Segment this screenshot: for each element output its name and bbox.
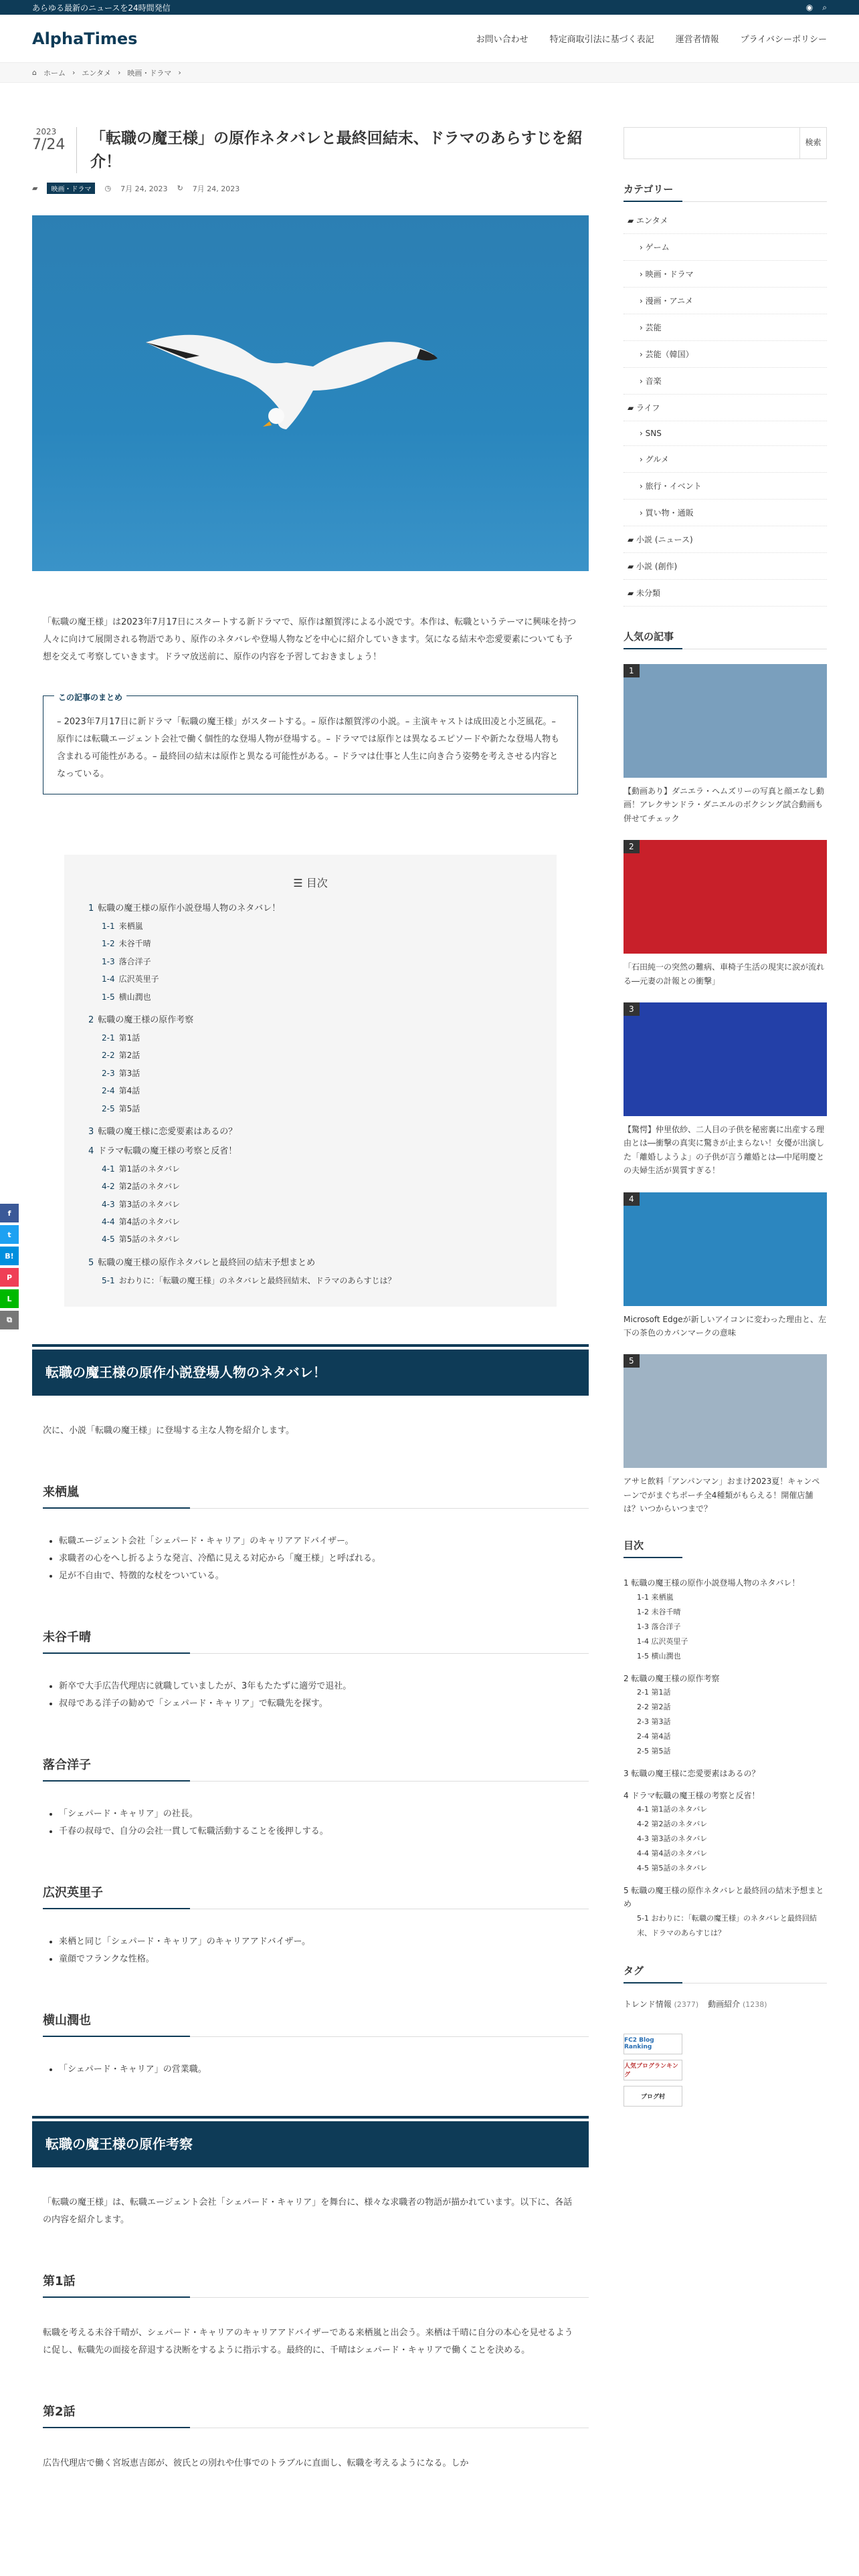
chevron-right-icon: › bbox=[640, 429, 646, 438]
toc-title: ☰ 目次 bbox=[293, 877, 328, 889]
category-item[interactable]: › 漫画・アニメ bbox=[624, 288, 827, 314]
toc-subitem[interactable]: 2-5 第5話 bbox=[637, 1747, 671, 1756]
toc-item[interactable]: 3 転職の魔王様に恋愛要素はあるの？ bbox=[88, 1126, 237, 1137]
hatena-share-button[interactable]: B! bbox=[0, 1247, 19, 1265]
category-item[interactable]: › 買い物・通販 bbox=[624, 500, 827, 526]
site-header bbox=[0, 15, 859, 63]
chevron-right-icon: › bbox=[640, 455, 646, 464]
fc2-ranking-banner[interactable]: FC2 Blog Ranking bbox=[624, 2034, 682, 2054]
popular-widget-title: 人気の記事 bbox=[624, 629, 827, 649]
character-points: • 「シェパード・キャリア」の社長。 • 千春の叔母で、自分の会社一貫して転職活動することを後押しする。 bbox=[59, 1806, 589, 1840]
toc-item[interactable]: 2 転職の魔王様の原作考察 bbox=[88, 1014, 194, 1025]
toc-subitem[interactable]: 2-1 第1話 bbox=[637, 1688, 671, 1697]
character-heading: 未谷千晴 bbox=[43, 1628, 589, 1654]
toc-subitem[interactable]: 2-2 第2話 bbox=[637, 1703, 671, 1712]
popular-post[interactable] bbox=[624, 1354, 827, 1515]
blogmura-banner[interactable]: ブログ村 bbox=[624, 2086, 682, 2107]
toc-subitem[interactable]: 4-1 第1話のネタバレ bbox=[637, 1805, 708, 1814]
rank-badge: 3 bbox=[624, 1002, 640, 1016]
popular-thumbnail[interactable] bbox=[624, 1354, 827, 1468]
popular-post[interactable] bbox=[624, 840, 827, 988]
category-item[interactable]: ▰ ライフ bbox=[624, 395, 827, 421]
search-widget bbox=[624, 127, 827, 159]
toc-subitem[interactable]: 2-2 第2話 bbox=[102, 1051, 140, 1061]
popular-post-title[interactable]: 「石田純一の突然の難病、車椅子生活の現実に涙が流れる―元妻の計報との衝撃」 bbox=[624, 962, 825, 986]
character-heading: 横山潤也 bbox=[43, 2011, 589, 2037]
toc-item[interactable]: 5 転職の魔王様の原作ネタバレと最終回の結末予想まとめ bbox=[88, 1257, 316, 1268]
section-heading: 転職の魔王様の原作考察 bbox=[32, 2116, 589, 2167]
ranking-banners bbox=[624, 2034, 827, 2107]
category-item[interactable]: › グルメ bbox=[624, 446, 827, 473]
folder-icon: ▰ bbox=[628, 562, 637, 571]
chevron-right-icon: › bbox=[640, 243, 646, 252]
category-item[interactable]: ▰ エンタメ bbox=[624, 207, 827, 234]
toc-subitem[interactable]: 1-4 広沢英里子 bbox=[637, 1636, 688, 1646]
character-points: • 「シェパード・キャリア」の営業職。 bbox=[59, 2061, 589, 2078]
chevron-right-icon: › bbox=[640, 323, 646, 332]
toc-item[interactable]: 1 転職の魔王様の原作小説登場人物のネタバレ！ bbox=[624, 1578, 800, 1588]
toc-subitem[interactable]: 2-4 第4話 bbox=[102, 1086, 140, 1096]
toc-subitem[interactable]: 4-3 第3話のネタバレ bbox=[102, 1199, 181, 1209]
toc-item[interactable]: 4 ドラマ転職の魔王様の考察と反省！ bbox=[624, 1790, 760, 1800]
popular-thumbnail[interactable] bbox=[624, 840, 827, 954]
global-nav bbox=[476, 32, 827, 45]
section-intro: 「転職の魔王様」は、転職エージェント会社「シェパード・キャリア」を舞台に、様々な求職者の物語が描かれています。以下に、各話の内容を紹介します。 bbox=[43, 2197, 573, 2226]
search-input[interactable] bbox=[624, 127, 800, 159]
toc-subitem[interactable]: 2-1 第1話 bbox=[102, 1033, 140, 1043]
episode-text: 広告代理店で働く宮坂恵吉郎が、彼氏との別れや仕事でのトラブルに直面し、転職を考えるようになる。しか bbox=[43, 2458, 469, 2469]
breadcrumb-home[interactable]: ホーム bbox=[43, 68, 66, 78]
toc-item[interactable]: 3 転職の魔王様に恋愛要素はあるの？ bbox=[624, 1769, 760, 1779]
toc-subitem[interactable]: 1-3 落合洋子 bbox=[102, 956, 151, 966]
chevron-right-icon: › bbox=[640, 350, 646, 359]
folder-icon: ▰ bbox=[628, 535, 637, 544]
toc-subitem[interactable]: 5-1 おわりに：「転職の魔王様」のネタバレと最終回結末、ドラマのあらすじは？ bbox=[637, 1913, 817, 1937]
refresh-icon: ↻ bbox=[177, 184, 183, 193]
category-list bbox=[624, 207, 827, 607]
toc-subitem[interactable]: 1-1 来栖嵐 bbox=[102, 922, 143, 931]
sidebar bbox=[624, 107, 827, 2107]
toc-subitem[interactable]: 2-4 第4話 bbox=[637, 1732, 671, 1741]
tag-item[interactable]: 動画紹介 (1238) bbox=[708, 1999, 767, 2009]
post-meta bbox=[32, 183, 589, 194]
toc-item[interactable]: 1 転職の魔王様の原作小説登場人物のネタバレ！ bbox=[88, 903, 281, 914]
search-icon[interactable]: ⌕ bbox=[822, 2, 827, 12]
section-heading: 転職の魔王様の原作小説登場人物のネタバレ！ bbox=[32, 1344, 589, 1396]
toc-item[interactable]: 2 転職の魔王様の原作考察 bbox=[624, 1673, 720, 1683]
category-item[interactable]: › 旅行・イベント bbox=[624, 473, 827, 500]
tagline: あらゆる最新のニュースを24時間発信 bbox=[32, 3, 171, 13]
chevron-right-icon: › bbox=[640, 481, 646, 491]
popular-post-title[interactable]: Microsoft Edgeが新しいアイコンに変わった理由と、左下の茶色のカバンマークの意味 bbox=[624, 1314, 826, 1337]
nav-operator[interactable]: 運営者情報 bbox=[675, 35, 719, 45]
category-item[interactable]: › 音楽 bbox=[624, 368, 827, 395]
lead-paragraph: 「転職の魔王様」は2023年7月17日にスタートする新ドラマで、原作は額賀澪による小説です。本作は、転職というテーマに興味を持つ人々に向けて展開される物語であり、原作のネタバレや登場人物などを中心に紹介していきます。気になる結末や恋愛要素についても予想を交えて考察していきます。ドラマ放送前に、原作の内容を予習しておきましょう！ bbox=[43, 617, 577, 662]
tag-widget-title: タグ bbox=[624, 1963, 827, 1983]
chevron-right-icon: › bbox=[640, 377, 646, 386]
table-of-contents bbox=[64, 855, 557, 1307]
toc-subitem[interactable]: 1-5 横山潤也 bbox=[102, 992, 151, 1002]
category-item[interactable]: › 芸能 bbox=[624, 314, 827, 341]
line-share-button[interactable]: L bbox=[0, 1289, 19, 1308]
toc-subitem[interactable]: 1-4 広沢英里子 bbox=[102, 974, 159, 984]
character-heading: 広沢英里子 bbox=[43, 1883, 589, 1909]
category-item[interactable]: ▰ 未分類 bbox=[624, 580, 827, 607]
list-icon: ☰ bbox=[293, 877, 306, 889]
search-button[interactable]: 検索 bbox=[800, 127, 827, 159]
summary-title: この記事のまとめ bbox=[54, 689, 126, 706]
popular-post[interactable] bbox=[624, 664, 827, 825]
folder-icon: ▰ bbox=[628, 588, 637, 598]
main-content bbox=[32, 107, 589, 2472]
character-points: • 来栖と同じ「シェパード・キャリア」のキャリアアドバイザー。 • 童顔でフランクな性格。 bbox=[59, 1933, 589, 1968]
clock-icon: ◷ bbox=[104, 184, 112, 193]
popular-thumbnail[interactable] bbox=[624, 664, 827, 778]
toc-subitem[interactable]: 4-2 第2話のネタバレ bbox=[637, 1820, 708, 1829]
category-item[interactable]: › 芸能（韓国） bbox=[624, 341, 827, 368]
popular-post-title[interactable]: 【動画あり】ダニエラ・ヘムズリーの写真と顔エなし動画！アレクサンドラ・ダニエルのボクシング試合動画も併せてチェック bbox=[624, 786, 825, 823]
nav-tokushoho[interactable]: 特定商取引法に基づく表記 bbox=[549, 35, 654, 45]
episode-text: 転職を考える未谷千晴が、シェパード・キャリアのキャリアアドバイザーである来栖嵐と出会う。来栖は千晴に自分の本心を見せるように促し、転職先の面接を辞退する決断をするように指示する。最終的に、千晴はシェパード・キャリアで働くことを決める。 bbox=[43, 2328, 573, 2356]
tag-list bbox=[624, 1998, 827, 2010]
category-item[interactable]: ▰ 小説 (ニュース) bbox=[624, 526, 827, 553]
folder-icon: ▰ bbox=[32, 184, 38, 193]
seagull-illustration bbox=[32, 215, 589, 571]
toc-subitem[interactable]: 1-1 来栖嵐 bbox=[637, 1592, 674, 1602]
character-points: • 転職エージェント会社「シェパード・キャリア」のキャリアアドバイザー。 • 求職者の心をへし折るような発言、冷酷に見える対応から「魔王様」と呼ばれる。 • 足が不自由で、特徴的な杖をついている。 bbox=[59, 1533, 589, 1585]
chevron-right-icon: › bbox=[640, 270, 646, 279]
summary-text: – 2023年7月17日に新ドラマ「転職の魔王様」がスタートする。– 原作は額賀澪の小説。– 主演キャストは成田凌と小芝風花。– 原作には転職エージェント会社で働く個性的な登場人物が登場する。– ドラマでは原作とは異なるエピソードや新たな登場人物も含まれる可能性がある。– 最終回の結末は原作と異なる可能性がある。– ドラマは仕事と人生に向き合う姿勢を考えさせる内容となっている。 bbox=[57, 717, 560, 779]
chevron-right-icon: › bbox=[640, 296, 646, 306]
breadcrumb-entame[interactable]: エンタメ bbox=[82, 68, 111, 78]
popular-thumbnail[interactable] bbox=[624, 1192, 827, 1306]
category-badge[interactable]: 映画・ドラマ bbox=[47, 183, 95, 194]
character-heading: 来栖嵐 bbox=[43, 1483, 589, 1509]
nav-privacy[interactable]: プライバシーポリシー bbox=[740, 35, 827, 45]
facebook-share-button[interactable]: f bbox=[0, 1204, 19, 1222]
category-item[interactable]: › ゲーム bbox=[624, 234, 827, 261]
toc-subitem[interactable]: 4-4 第4話のネタバレ bbox=[102, 1217, 181, 1227]
toc-subitem[interactable]: 4-1 第1話のネタバレ bbox=[102, 1164, 181, 1174]
toc-subitem[interactable]: 2-3 第3話 bbox=[102, 1068, 140, 1078]
popular-post-title[interactable]: アサヒ飲料「アンパンマン」おまけ2023夏！キャンペーンでがまぐちポーチ全4種類がもらえる！開催店舗は？いつからいつまで？ bbox=[624, 1477, 820, 1514]
rank-badge: 1 bbox=[624, 664, 640, 677]
toc-subitem[interactable]: 4-4 第4話のネタバレ bbox=[637, 1849, 708, 1858]
post-title: 「転職の魔王様」の原作ネタバレと最終回結末、ドラマのあらすじを紹介！ bbox=[76, 127, 589, 173]
topbar bbox=[0, 0, 859, 15]
rank-badge: 4 bbox=[624, 1192, 640, 1206]
site-logo[interactable]: AlphaTimes bbox=[32, 29, 138, 48]
toc-item[interactable]: 4 ドラマ転職の魔王様の考察と反省！ bbox=[88, 1146, 237, 1156]
popular-post-title[interactable]: 【驚愕】仲里依紗、二人目の子供を秘密裏に出産する理由とは―衝撃の真実に驚きが止まらない！女優が出演した「離婚しようよ」の子供が言う離婚とは―中尾明慶との夫婦生活が異質すぎる！ bbox=[624, 1124, 825, 1176]
updated-date: 7月 24, 2023 bbox=[192, 184, 240, 193]
eyecatch-image bbox=[32, 215, 589, 571]
blog-ranking-banner[interactable]: 人気ブログランキング bbox=[624, 2060, 682, 2080]
popular-post[interactable] bbox=[624, 1002, 827, 1178]
sidebar-toc bbox=[624, 1576, 827, 1940]
category-widget-title: カテゴリー bbox=[624, 182, 827, 202]
category-item[interactable]: › 映画・ドラマ bbox=[624, 261, 827, 288]
popular-post[interactable] bbox=[624, 1192, 827, 1340]
sidebar-toc-title: 目次 bbox=[624, 1538, 827, 1558]
home-icon: ⌂ bbox=[32, 68, 37, 77]
category-item[interactable]: ▰ 小説 (創作) bbox=[624, 553, 827, 580]
folder-icon: ▰ bbox=[628, 216, 637, 225]
toc-subitem[interactable]: 4-3 第3話のネタバレ bbox=[637, 1834, 708, 1844]
toc-item[interactable]: 5 転職の魔王様の原作ネタバレと最終回の結末予想まとめ bbox=[624, 1886, 824, 1909]
toc-subitem[interactable]: 1-3 落合洋子 bbox=[637, 1622, 681, 1631]
episode-heading: 第2話 bbox=[43, 2402, 589, 2428]
copy-link-button[interactable]: ⧉ bbox=[0, 1311, 19, 1329]
post-date: 2023 7/24 bbox=[32, 127, 66, 153]
tag-item[interactable]: トレンド情報 (2377) bbox=[624, 1999, 699, 2009]
section-intro: 次に、小説「転職の魔王様」に登場する主な人物を紹介します。 bbox=[43, 1426, 294, 1436]
toc-subitem[interactable]: 1-5 横山潤也 bbox=[637, 1651, 681, 1660]
toc-subitem[interactable]: 4-5 第5話のネタバレ bbox=[637, 1864, 708, 1873]
nav-contact[interactable]: お問い合わせ bbox=[476, 35, 529, 45]
share-buttons bbox=[0, 1204, 19, 1329]
breadcrumb: ⌂ ホーム › エンタメ › 映画・ドラマ › bbox=[0, 63, 859, 83]
category-item[interactable]: › SNS bbox=[624, 421, 827, 446]
popular-thumbnail[interactable] bbox=[624, 1002, 827, 1116]
rank-badge: 2 bbox=[624, 840, 640, 853]
rss-icon[interactable]: ◉ bbox=[805, 2, 814, 12]
published-date: 7月 24, 2023 bbox=[120, 184, 168, 193]
toc-subitem[interactable]: 1-2 未谷千晴 bbox=[637, 1607, 681, 1616]
toc-subitem[interactable]: 4-2 第2話のネタバレ bbox=[102, 1182, 181, 1192]
folder-icon: ▰ bbox=[628, 403, 637, 413]
pocket-share-button[interactable]: P bbox=[0, 1268, 19, 1287]
toc-subitem[interactable]: 4-5 第5話のネタバレ bbox=[102, 1235, 181, 1245]
chevron-right-icon: › bbox=[640, 508, 646, 518]
toc-subitem[interactable]: 5-1 おわりに：「転職の魔王様」のネタバレと最終回結末、ドラマのあらすじは？ bbox=[102, 1275, 396, 1285]
breadcrumb-drama[interactable]: 映画・ドラマ bbox=[127, 68, 172, 78]
twitter-share-button[interactable]: t bbox=[0, 1225, 19, 1244]
character-points: • 新卒で大手広告代理店に就職していましたが、3年もたたずに適労で退社。 • 叔母である洋子の勧めで「シェパード・キャリア」で転職先を探す。 bbox=[59, 1678, 589, 1713]
rank-badge: 5 bbox=[624, 1354, 640, 1368]
character-heading: 落合洋子 bbox=[43, 1755, 589, 1782]
episode-heading: 第1話 bbox=[43, 2272, 589, 2298]
toc-subitem[interactable]: 2-3 第3話 bbox=[637, 1717, 671, 1727]
toc-subitem[interactable]: 1-2 未谷千晴 bbox=[102, 939, 151, 949]
toc-subitem[interactable]: 2-5 第5話 bbox=[102, 1103, 140, 1113]
summary-box bbox=[43, 695, 578, 794]
